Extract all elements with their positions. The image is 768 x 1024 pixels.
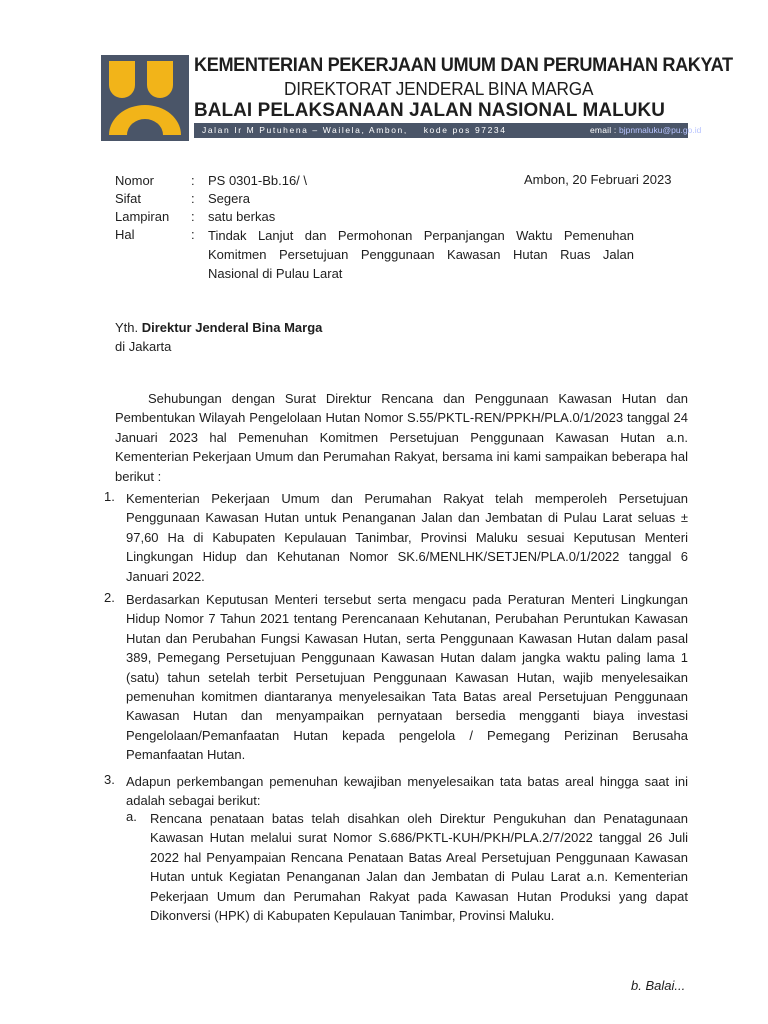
addressee: Yth. Direktur Jenderal Bina Marga di Jakarta — [115, 320, 323, 354]
page-continuation: b. Balai... — [631, 978, 686, 993]
sifat-value: Segera — [208, 191, 250, 206]
letterhead-email: email : bjpnmaluku@pu.go.id — [590, 125, 702, 135]
nomor-label: Nomor — [115, 173, 155, 188]
item-number: 3. — [104, 772, 115, 787]
ministry-logo — [101, 55, 189, 141]
sub-item-letter: a. — [126, 809, 137, 824]
colon: : — [191, 173, 195, 188]
colon: : — [191, 209, 195, 224]
hal-value: Tindak Lanjut dan Permohonan Perpanjangan Waktu Pemenuhan Komitmen Persetujuan Penggunaan Kawasan Hutan Ruas Jalan Nasional di Pulau Larat — [208, 228, 634, 281]
list-item-1: Kementerian Pekerjaan Umum dan Perumahan Rakyat telah memperoleh Persetujuan Penggunaan Kawasan Hutan untuk Penanganan Jalan dan Jembatan di Pulau Larat seluas ± 97,60 Ha di Kabupaten Kepulauan Tanimbar, Provinsi Maluku sesuai Keputusan Menteri Lingkungan Hidup dan Kehutanan Nomor SK.6/MENLHK/SETJEN/PLA.0/1/2022 tanggal 6 Januari 2022. — [126, 491, 688, 584]
list-item-2: Berdasarkan Keputusan Menteri tersebut serta mengacu pada Peraturan Menteri Lingkungan Hidup Nomor 7 Tahun 2021 tentang Perencanaan Kehutanan, Perubahan Peruntukan Kawasan Hutan dan Perubahan Fungsi Kawasan Hutan, serta Penggunaan Kawasan Hutan dalam pasal 389, Pemegang Persetujuan Penggunaan Kawasan Hutan dalam jangka waktu paling lama 1 (satu) tahun setelah terbit Persetujuan Penggunaan Kawasan Hutan, wajib menyelesaikan pemenuhan komitmen diantaranya menyelesaikan Tata Batas areal Persetujuan Penggunaan Kawasan Hutan dan menyampaikan pernyataan bersedia mengganti biaya investasi Pengelolaan/Pemanfaatan Hutan kepada pengelola / Pemegang Perizinan Berusaha Pemanfaatan Hutan. — [126, 592, 688, 763]
hal-label: Hal — [115, 227, 135, 242]
letterhead-directorate: DIREKTORAT JENDERAL BINA MARGA — [284, 78, 594, 99]
addressee-name: Direktur Jenderal Bina Marga — [141, 320, 323, 335]
pu-logo-icon — [101, 55, 189, 141]
letterhead-ministry: KEMENTERIAN PEKERJAAN UMUM DAN PERUMAHAN RAKYAT — [194, 54, 733, 76]
lampiran-value: satu berkas — [208, 209, 276, 224]
sub-item-3a: Rencana penataan batas telah disahkan oleh Direktur Pengukuhan dan Penatagunaan Kawasan Hutan melalui surat Nomor S.686/PKTL-KUH/PKH/PLA.2/7/2022 tanggal 26 Juli 2022 hal Penyampaian Rencana Penataan Batas Areal Persetujuan Penggunaan Kawasan Hutan untuk Kegiatan Penanganan Jalan dan Jembatan di Pulau Larat a.n. Kementerian Pekerjaan Umum dan Perumahan Rakyat pada Kawasan Hutan Produksi yang dapat Dikonversi (HPK) di Kabupaten Kepulauan Tanimbar, Provinsi Maluku. — [150, 811, 688, 924]
sifat-label: Sifat — [115, 191, 142, 206]
letterhead-address: Jalan Ir M Putuhena – Wailela, Ambon, kode pos 97234 — [202, 125, 507, 135]
colon: : — [191, 227, 195, 242]
intro-paragraph: Sehubungan dengan Surat Direktur Rencana dan Penggunaan Kawasan Hutan dan Pembentukan Wilayah Pengelolaan Hutan Nomor S.55/PKTL-REN/PPKH/PLA.0/1/2023 tanggal 24 Januari 2023 hal Pemenuhan Komitmen Persetujuan Penggunaan Kawasan Hutan a.n. Kementerian Pekerjaan Umum dan Perumahan Rakyat, bersama ini kami sampaikan beberapa hal berikut : — [115, 391, 688, 484]
lampiran-label: Lampiran — [115, 209, 170, 224]
nomor-value: PS 0301-Bb.16/ \ — [208, 173, 308, 188]
colon: : — [191, 191, 195, 206]
item-number: 2. — [104, 590, 115, 605]
addressee-location: di Jakarta — [115, 339, 172, 354]
item-number: 1. — [104, 489, 115, 504]
letter-date: Ambon, 20 Februari 2023 — [524, 172, 672, 187]
letterhead-office: BALAI PELAKSANAAN JALAN NASIONAL MALUKU — [194, 99, 666, 121]
list-item-3: Adapun perkembangan pemenuhan kewajiban menyelesaikan tata batas areal hingga saat ini adalah sebagai berikut: — [126, 774, 688, 809]
